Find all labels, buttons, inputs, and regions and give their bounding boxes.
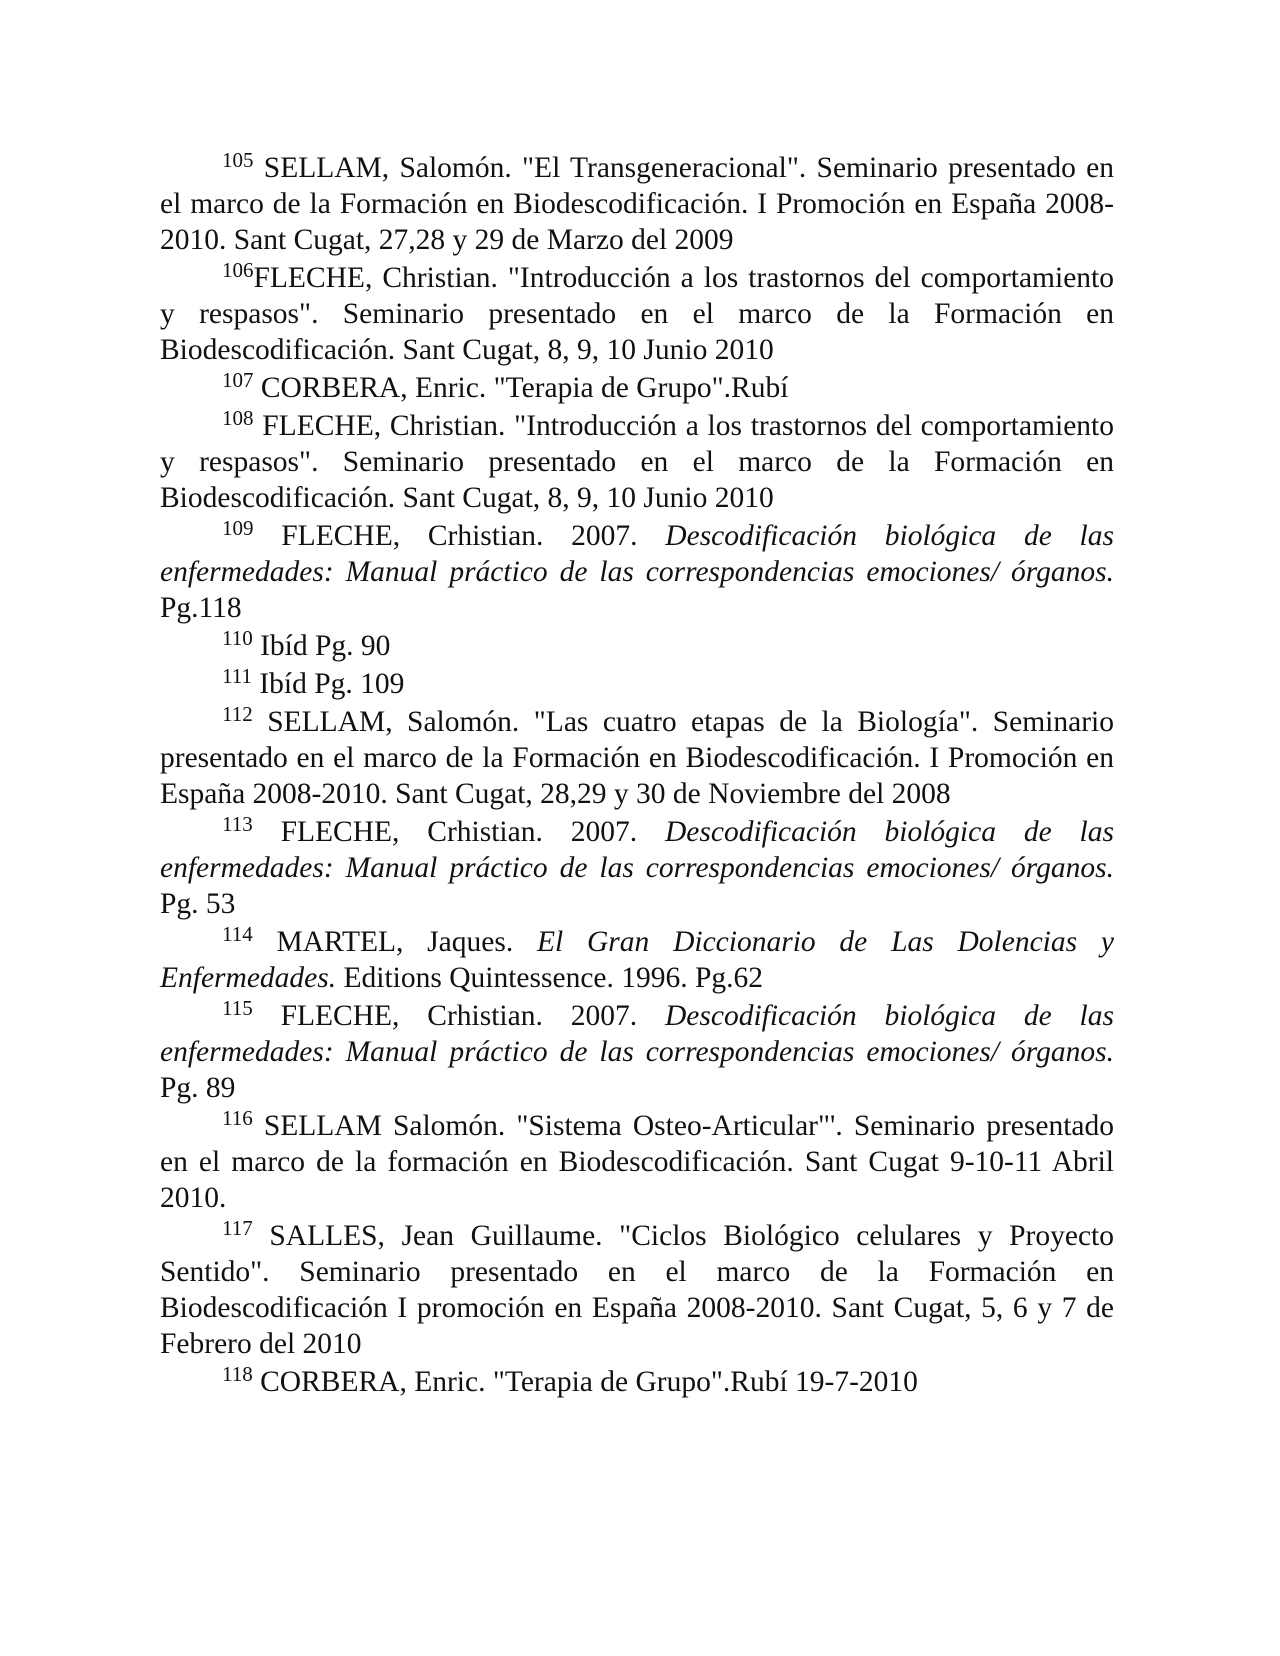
footnote-text: Ibíd Pg. 90: [252, 630, 391, 662]
footnote-number: 106: [222, 258, 254, 282]
footnote-number: 113: [222, 812, 253, 836]
footnote-number: 112: [222, 702, 253, 726]
footnote-text: SELLAM, Salomón. "El Transgeneracional". Seminario presentado en el marco de la Formación en Biodescodificación. I Promoción en España 2008-2010. Sant Cugat, 27,28 y 29 de Marzo del 2009: [160, 152, 1114, 256]
footnotes-page: [160, 150, 1114, 1402]
footnote-title-italic: El Gran Diccionario de Las Dolencias y Enfermedades.: [160, 926, 1114, 994]
footnote-number: 118: [222, 1362, 253, 1386]
footnote-text: SELLAM Salomón. "Sistema Osteo-Articular"'. Seminario presentado en el marco de la formación en Biodescodificación. Sant Cugat 9-10-11 Abril 2010.: [160, 1110, 1114, 1214]
footnote-title-italic: Descodificación biológica de las enfermedades: Manual práctico de las correspondencias emociones/ órganos.: [160, 520, 1114, 588]
footnote-number: 115: [222, 996, 253, 1020]
footnote-text: FLECHE, Christian. "Introducción a los trastornos del comportamiento y respasos". Seminario presentado en el marco de la Formación en Biodescodificación. Sant Cugat, 8, 9, 10 Junio 2010: [160, 410, 1114, 514]
footnote-114: [160, 924, 1114, 996]
footnote-number: 110: [222, 626, 253, 650]
footnote-106: [160, 260, 1114, 368]
footnote-text: FLECHE, Christian. "Introducción a los trastornos del comportamiento y respasos". Seminario presentado en el marco de la Formación en Biodescodificación. Sant Cugat, 8, 9, 10 Junio 2010: [160, 262, 1114, 366]
footnote-105: [160, 150, 1114, 258]
footnote-117: [160, 1218, 1114, 1362]
footnote-text: CORBERA, Enric. "Terapia de Grupo".Rubí 19-7-2010: [252, 1366, 918, 1398]
footnote-number: 109: [222, 516, 254, 540]
footnote-number: 116: [222, 1106, 253, 1130]
footnote-text: FLECHE, Crhistian. 2007.: [252, 816, 665, 848]
footnote-list: [160, 150, 1114, 1400]
footnote-number: 105: [222, 148, 254, 172]
footnote-text: SALLES, Jean Guillaume. "Ciclos Biológico celulares y Proyecto Sentido". Seminario presentado en el marco de la Formación en Biodescodificación I promoción en España 2008-2010. Sant Cugat, 5, 6 y 7 de Febrero del 2010: [160, 1220, 1114, 1360]
footnote-number: 111: [222, 664, 252, 688]
footnote-115: [160, 998, 1114, 1106]
footnote-110: [160, 628, 1114, 664]
footnote-text: Pg. 53: [160, 888, 236, 920]
footnote-number: 107: [222, 368, 254, 392]
footnote-text: CORBERA, Enric. "Terapia de Grupo".Rubí: [253, 372, 789, 404]
footnote-number: 114: [222, 922, 253, 946]
footnote-118: [160, 1364, 1114, 1400]
footnote-text: Editions Quintessence. 1996. Pg.62: [336, 962, 764, 994]
footnote-108: [160, 408, 1114, 516]
footnote-number: 117: [222, 1216, 253, 1240]
footnote-116: [160, 1108, 1114, 1216]
footnote-text: Pg.118: [160, 592, 242, 624]
footnote-107: [160, 370, 1114, 406]
footnote-111: [160, 666, 1114, 702]
footnote-text: FLECHE, Crhistian. 2007.: [252, 1000, 665, 1032]
footnote-title-italic: Descodificación biológica de las enfermedades: Manual práctico de las correspondencias emociones/ órganos.: [160, 816, 1114, 884]
footnote-113: [160, 814, 1114, 922]
footnote-text: Pg. 89: [160, 1072, 236, 1104]
footnote-112: [160, 704, 1114, 812]
footnote-text: MARTEL, Jaques.: [252, 926, 537, 958]
footnote-text: SELLAM, Salomón. "Las cuatro etapas de la Biología". Seminario presentado en el marco de la Formación en Biodescodificación. I Promoción en España 2008-2010. Sant Cugat, 28,29 y 30 de Noviembre del 2008: [160, 706, 1114, 810]
footnote-109: [160, 518, 1114, 626]
footnote-title-italic: Descodificación biológica de las enfermedades: Manual práctico de las correspondencias emociones/ órganos.: [160, 1000, 1114, 1068]
footnote-text: Ibíd Pg. 109: [251, 668, 405, 700]
footnote-number: 108: [222, 406, 254, 430]
footnote-text: FLECHE, Crhistian. 2007.: [253, 520, 666, 552]
